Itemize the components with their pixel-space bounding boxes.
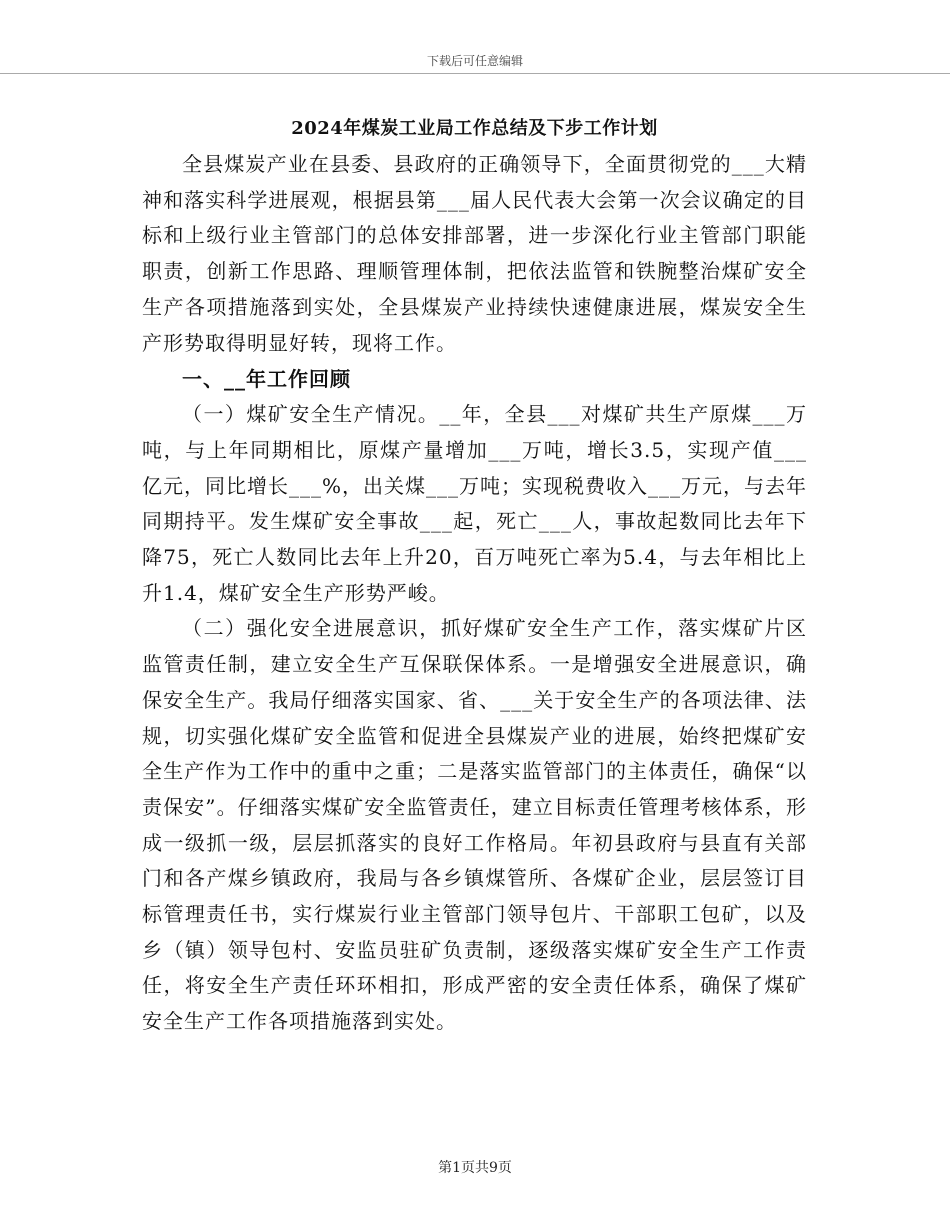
- intro-paragraph: 全县煤炭产业在县委、县政府的正确领导下，全面贯彻党的___大精神和落实科学进展观，根据县第___届人民代表大会第一次会议确定的目标和上级行业主管部门的总体安排部署，进一步深化行业主管部门职能职责，创新工作思路、理顺管理体制，把依法监管和铁腕整治煤矿安全生产各项措施落到实处，全县煤炭产业持续快速健康进展，煤炭安全生产形势取得明显好转，现将工作。: [142, 152, 807, 355]
- document-title: 2024年煤炭工业局工作总结及下步工作计划: [291, 118, 658, 139]
- section-heading-review: 一、__年工作回顾: [182, 367, 351, 392]
- paragraph-safety-production: （一）煤矿安全生产情况。__年，全县___对煤矿共生产原煤___万吨，与上年同期相比，原煤产量增加___万吨，增长3.5，实现产值___亿元，同比增长___%，出关煤___万吨；实现税费收入___万元，与去年同期持平。发生煤矿安全事故___起，死亡___人，事故起数同比去年下降75，死亡人数同比去年上升20，百万吨死亡率为5.4，与去年相比上升1.4，煤矿安全生产形势严峻。: [142, 402, 808, 605]
- page-header-note: 下载后可任意编辑: [426, 54, 523, 68]
- page-number: 第1页共9页: [438, 1160, 512, 1176]
- header-divider: [0, 73, 950, 74]
- paragraph-safety-awareness: （二）强化安全进展意识，抓好煤矿安全生产工作，落实煤矿片区监管责任制，建立安全生产互保联保体系。一是增强安全进展意识，确保安全生产。我局仔细落实国家、省、___关于安全生产的各项法律、法规，切实强化煤矿安全监管和促进全县煤炭产业的进展，始终把煤矿安全生产作为工作中的重中之重；二是落实监管部门的主体责任，确保“以责保安”。仔细落实煤矿安全监管责任，建立目标责任管理考核体系，形成一级抓一级，层层抓落实的良好工作格局。年初县政府与县直有关部门和各产煤乡镇政府，我局与各乡镇煤管所、各煤矿企业，层层签订目标管理责任书，实行煤炭行业主管部门领导包片、干部职工包矿，以及乡（镇）领导包村、安监员驻矿负责制，逐级落实煤矿安全生产工作责任，将安全生产责任环环相扣，形成严密的安全责任体系，确保了煤矿安全生产工作各项措施落到实处。: [142, 616, 807, 1034]
- document-body: [142, 113, 807, 1040]
